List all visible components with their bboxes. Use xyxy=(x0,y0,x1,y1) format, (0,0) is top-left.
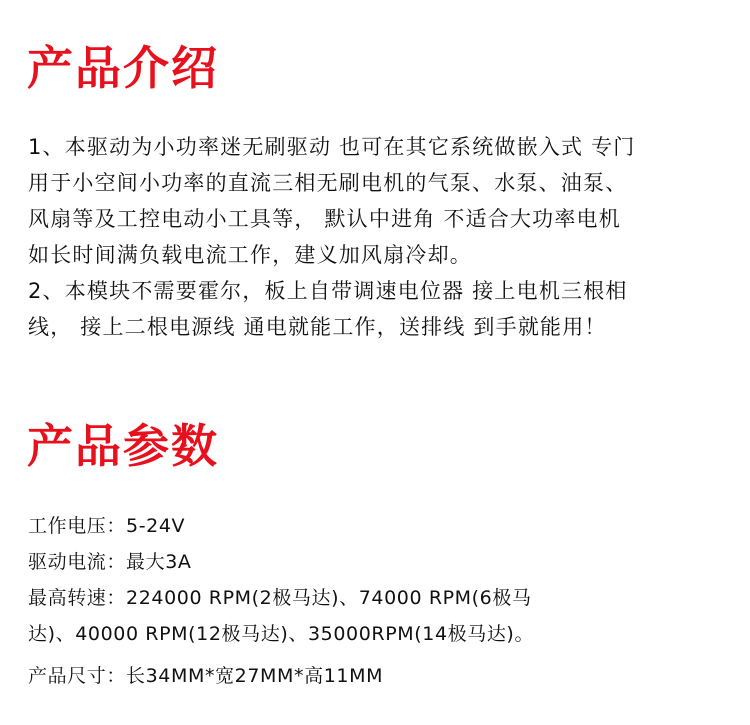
intro-line: 用于小空间小功率的直流三相无刷电机的气泵、水泵、油泵、 xyxy=(28,171,628,195)
intro-paragraph xyxy=(28,129,728,345)
intro-line: 1、本驱动为小功率迷无刷驱动 也可在其它系统做嵌入式 专门 xyxy=(28,135,636,159)
intro-line: 如长时间满负载电流工作，建义加风扇冷却。 xyxy=(28,243,472,267)
param-max-speed: 最高转速：224000 RPM(2极马达)、74000 RPM(6极马 xyxy=(28,587,532,609)
intro-line: 2、本模块不需要霍尔，板上自带调速电位器 接上电机三根相 xyxy=(28,279,628,303)
param-current: 驱动电流：最大3A xyxy=(28,551,192,573)
intro-section-title: 产品介绍 xyxy=(27,41,219,95)
params-section-title: 产品参数 xyxy=(27,419,219,473)
intro-line: 线， 接上二根电源线 通电就能工作，送排线 到手就能用！ xyxy=(28,315,607,339)
params-list xyxy=(28,508,728,694)
param-dimensions: 产品尺寸：长34MM*宽27MM*高11MM xyxy=(28,665,384,687)
param-max-speed-continued: 达)、40000 RPM(12极马达)、35000RPM(14极马达)。 xyxy=(28,623,535,645)
intro-line: 风扇等及工控电动小工具等， 默认中进角 不适合大功率电机 xyxy=(28,207,621,231)
param-voltage: 工作电压：5-24V xyxy=(28,515,186,537)
